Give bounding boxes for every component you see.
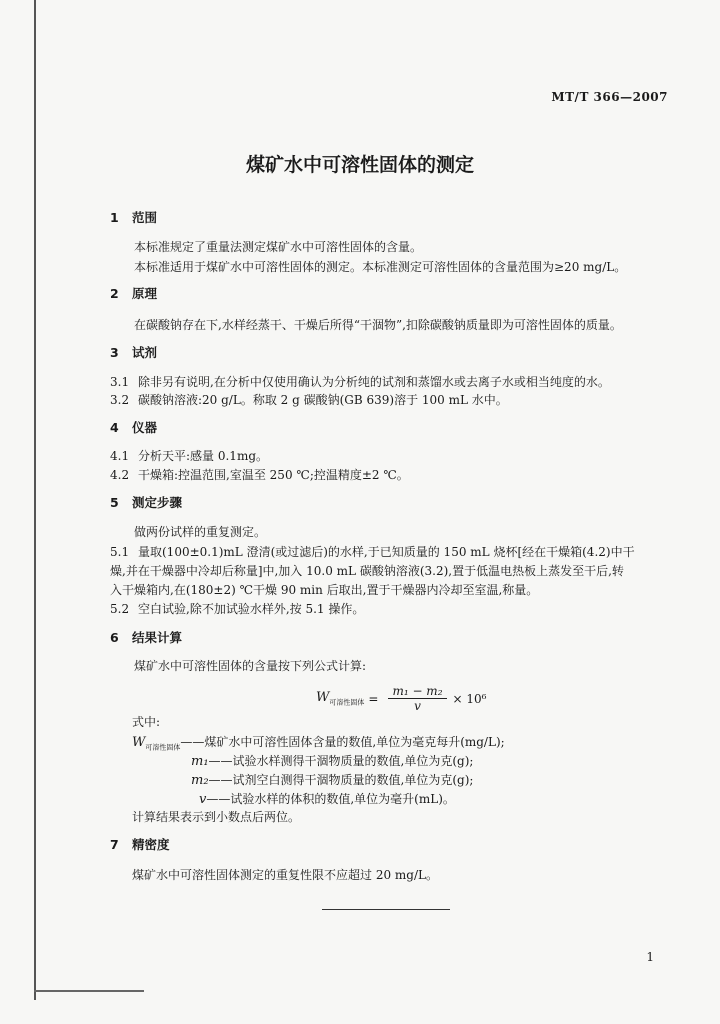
- clause-4-1: 4.1 分析天平:感量 0.1mg。: [110, 449, 269, 463]
- clause-5-1-line-1: 5.1 量取(100±0.1)mL 澄清(或过滤后)的水样,于已知质量的 150 mL 烧杯[经在干燥箱(4.2)中干: [110, 545, 635, 559]
- formula-numerator: m₁ − m₂: [388, 684, 446, 699]
- clause-5-2: 5.2 空白试验,除不加试验水样外,按 5.1 操作。: [110, 602, 365, 616]
- section-3-heading: 3 试剂: [110, 345, 158, 360]
- section-6-heading: 6 结果计算: [110, 630, 183, 645]
- end-rule: [322, 909, 450, 910]
- formula-lhs: $W_{可溶性固体}$: [316, 689, 365, 707]
- formula-multiplier: × 10⁶: [452, 691, 487, 706]
- section-1-para-2: 本标准适用于煤矿水中可溶性固体的测定。本标准测定可溶性固体的含量范围为≥20 mg/L。: [134, 260, 627, 274]
- clause-3-1: 3.1 除非另有说明,在分析中仅使用确认为分析纯的试剂和蒸馏水或去离子水或相当纯度的水。: [110, 375, 610, 389]
- section-5-heading: 5 测定步骤: [110, 495, 183, 510]
- section-6-para-2: 计算结果表示到小数点后两位。: [132, 810, 301, 824]
- def-m2: m₂——试剂空白测得干涸物质量的数值,单位为克(g);: [191, 773, 474, 788]
- scan-edge-bottom: [34, 990, 144, 992]
- section-1-heading: 1 范围: [110, 210, 158, 225]
- section-5-intro: 做两份试样的重复测定。: [134, 525, 267, 539]
- def-m1: m₁——试验水样测得干涸物质量的数值,单位为克(g);: [191, 754, 474, 769]
- clause-5-1-line-2: 燥,并在干燥器中冷却后称量]中,加入 10.0 mL 碳酸钠溶液(3.2),置于低温电热板上蒸发至干后,转: [110, 564, 624, 578]
- document-title: 煤矿水中可溶性固体的测定: [245, 154, 474, 176]
- section-6-para-1: 煤矿水中可溶性固体的含量按下列公式计算:: [134, 659, 367, 673]
- def-w: $W_{可溶性固体}——$煤矿水中可溶性固体含量的数值,单位为毫克每升(mg/L);: [132, 735, 505, 752]
- clause-4-2: 4.2 干燥箱:控温范围,室温至 250 ℃;控温精度±2 ℃。: [110, 468, 409, 482]
- section-2-heading: 2 原理: [110, 286, 158, 301]
- formula-denominator: v: [414, 699, 421, 713]
- where-label: 式中:: [132, 715, 161, 729]
- formula-fraction: [388, 684, 446, 713]
- section-2-para-1: 在碳酸钠存在下,水样经蒸干、干燥后所得“干涸物”,扣除碳酸钠质量即为可溶性固体的质量。: [134, 318, 622, 332]
- clause-3-2: 3.2 碳酸钠溶液:20 g/L。称取 2 g 碳酸钠(GB 639)溶于 100 mL 水中。: [110, 393, 508, 407]
- section-4-heading: 4 仪器: [110, 420, 158, 435]
- standard-code: MT/T 366—2007: [551, 90, 668, 104]
- section-7-para-1: 煤矿水中可溶性固体测定的重复性限不应超过 20 mg/L。: [132, 868, 438, 882]
- clause-5-1-line-3: 入干燥箱内,在(180±2) ℃干燥 90 min 后取出,置于干燥器内冷却至室温,称量。: [110, 583, 539, 597]
- section-1-para-1: 本标准规定了重量法测定煤矿水中可溶性固体的含量。: [134, 240, 423, 254]
- formula: [316, 684, 486, 713]
- def-v: v——试验水样的体积的数值,单位为毫升(mL)。: [199, 792, 455, 807]
- page-number: 1: [646, 950, 654, 964]
- section-7-heading: 7 精密度: [110, 837, 170, 852]
- formula-equals: =: [368, 691, 379, 706]
